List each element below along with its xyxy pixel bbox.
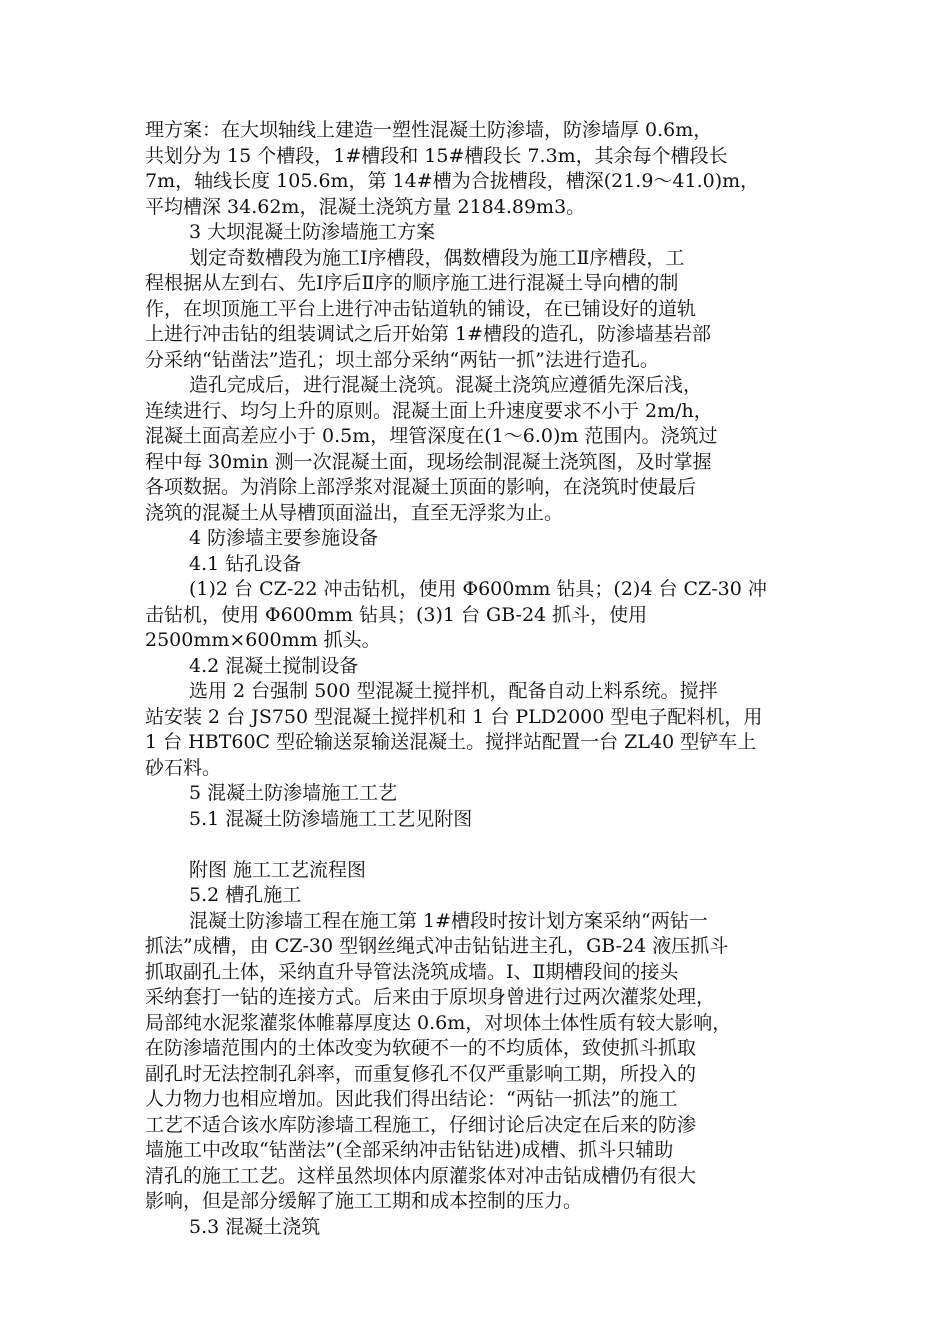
text-line: 程根据从左到右、先Ⅰ序后Ⅱ序的顺序施工进行混凝土导向槽的制 — [145, 272, 679, 294]
figure-gap — [145, 832, 805, 858]
text-line: 浇筑的混凝土从导槽顶面溢出，直至无浮浆为止。 — [145, 501, 564, 524]
text-line: 1 台 HBT60C 型砼输送泵输送混凝土。搅拌站配置一台 ZL40 型铲车上 — [145, 731, 757, 753]
subsection-heading: 5.1 混凝土防渗墙施工工艺见附图 — [189, 807, 473, 830]
figure-caption: 附图 施工工艺流程图 — [189, 858, 367, 881]
text-line: 击钻机，使用 Φ600mm 钻具；(3)1 台 GB-24 抓斗，使用 — [145, 603, 648, 626]
text-line: 清孔的施工工艺。这样虽然坝体内原灌浆体对冲击钻成槽仍有很大 — [145, 1164, 697, 1187]
text-line: 混凝土防渗墙工程在施工第 1#槽段时按计划方案采纳“两钻一 — [189, 909, 708, 932]
text-line: 局部纯水泥浆灌浆体帷幕厚度达 0.6m，对坝体土体性质有较大影响， — [145, 1011, 732, 1034]
text-line: (1)2 台 CZ-22 冲击钻机，使用 Φ600mm 钻具；(2)4 台 CZ-30 冲 — [189, 578, 767, 600]
subsection-heading: 5.3 混凝土浇筑 — [189, 1215, 321, 1238]
text-line: 平均槽深 34.62m，混凝土浇筑方量 2184.89m3。 — [145, 195, 586, 218]
text-line: 墙施工中改取“钻凿法”(全部采纳冲击钻钻进)成槽、抓斗只辅助 — [145, 1139, 674, 1161]
text-line: 抓取副孔土体，采纳直升导管法浇筑成墙。Ⅰ、Ⅱ期槽段间的接头 — [145, 960, 679, 983]
text-line: 连续进行、均匀上升的原则。混凝土面上升速度要求不小于 2m/h， — [145, 399, 713, 422]
text-line: 副孔时无法控制孔斜率，而重复修孔不仅严重影响工期，所投入的 — [145, 1062, 697, 1085]
document-body — [145, 118, 805, 1240]
text-line: 抓法”成槽，由 CZ-30 型钢丝绳式冲击钻钻进主孔，GB-24 液压抓斗 — [145, 935, 729, 957]
section-heading: 4 防渗墙主要参施设备 — [189, 527, 379, 549]
text-line: 分采纳“钻凿法”造孔；坝土部分采纳“两钻一抓”法进行造孔。 — [145, 348, 659, 371]
text-line: 工艺不适合该水库防渗墙工程施工，仔细讨论后决定在后来的防渗 — [145, 1113, 697, 1136]
text-line: 上进行冲击钻的组装调试之后开始第 1#槽段的造孔，防渗墙基岩部 — [145, 323, 712, 345]
text-line: 人力物力也相应增加。因此我们得出结论：“两钻一抓法”的施工 — [145, 1088, 678, 1110]
text-line: 理方案：在大坝轴线上建造一塑性混凝土防渗墙，防渗墙厚 0.6m， — [145, 119, 713, 141]
text-line: 划定奇数槽段为施工Ⅰ序槽段，偶数槽段为施工Ⅱ序槽段，工 — [189, 246, 685, 269]
text-line: 在防渗墙范围内的土体改变为软硬不一的不均质体，致使抓斗抓取 — [145, 1037, 697, 1059]
text-line: 砂石料。 — [145, 756, 222, 779]
text-line: 7m，轴线长度 105.6m，第 14#槽为合拢槽段，槽深(21.9～41.0)m， — [145, 170, 760, 192]
subsection-heading: 4.2 混凝土搅制设备 — [189, 654, 359, 677]
text-line: 站安装 2 台 JS750 型混凝土搅拌机和 1 台 PLD2000 型电子配料机，用 — [145, 705, 763, 728]
text-line: 混凝土面高差应小于 0.5m，埋管深度在(1～6.0)m 范围内。浇筑过 — [145, 425, 718, 447]
section-heading: 3 大坝混凝土防渗墙施工方案 — [189, 221, 436, 243]
text-line: 采纳套打一钻的连接方式。后来由于原坝身曾进行过两次灌浆处理， — [145, 986, 716, 1008]
text-line: 选用 2 台强制 500 型混凝土搅拌机，配备自动上料系统。搅拌 — [189, 680, 718, 702]
text-line: 共划分为 15 个槽段，1#槽段和 15#槽段长 7.3m，其余每个槽段长 — [145, 144, 728, 167]
text-line: 作，在坝顶施工平台上进行冲击钻道轨的铺设，在已铺设好的道轨 — [145, 297, 697, 320]
subsection-heading: 4.1 钻孔设备 — [189, 552, 302, 575]
text-line: 2500mm×600mm 抓头。 — [145, 629, 381, 651]
text-line: 造孔完成后，进行混凝土浇筑。混凝土浇筑应遵循先深后浅， — [189, 374, 703, 396]
subsection-heading: 5.2 槽孔施工 — [189, 884, 302, 906]
text-line: 各项数据。为消除上部浮浆对混凝土顶面的影响，在浇筑时使最后 — [145, 476, 697, 498]
text-line: 影响，但是部分缓解了施工工期和成本控制的压力。 — [145, 1190, 583, 1212]
section-heading: 5 混凝土防渗墙施工工艺 — [189, 782, 398, 804]
text-line: 程中每 30min 测一次混凝土面，现场绘制混凝土浇筑图，及时掌握 — [145, 450, 712, 473]
